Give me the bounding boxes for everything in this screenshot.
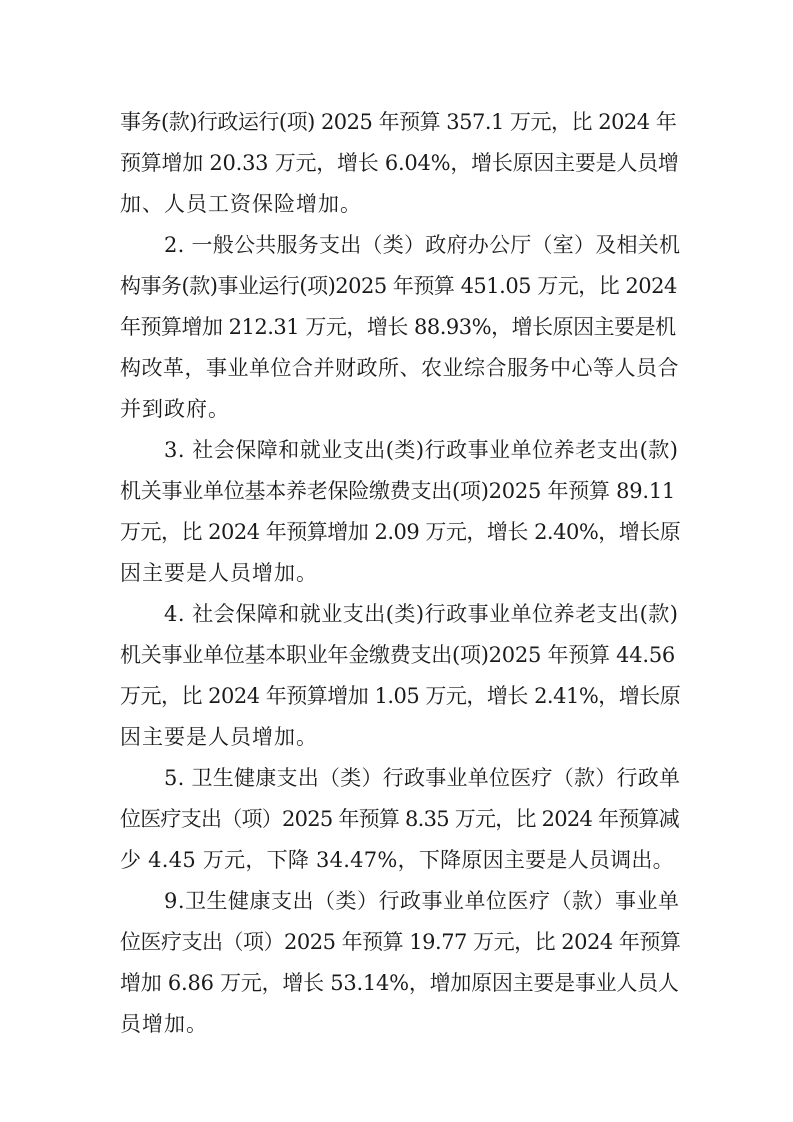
paragraph-1-line-2: 预算增加 20.33 万元，增长 6.04%，增长原因主要是人员增 [120, 151, 679, 175]
paragraph-4-line-3: 万元，比 2024 年预算增加 1.05 万元，增长 2.41%，增长原 [120, 684, 681, 708]
paragraph-1-line-3: 加、人员工资保险增加。 [120, 192, 362, 216]
paragraph-5-line-3: 少 4.45 万元，下降 34.47%，下降原因主要是人员调出。 [120, 848, 674, 872]
paragraph-3-line-4: 因主要是人员增加。 [120, 561, 318, 585]
paragraph-2-line-1: 2. 一般公共服务支出（类）政府办公厅（室）及相关机 [164, 233, 681, 257]
paragraph-2-line-3: 年预算增加 212.31 万元，增长 88.93%，增长原因主要是机 [120, 315, 676, 339]
paragraph-3-line-2: 机关事业单位基本养老保险缴费支出(项)2025 年预算 89.11 [120, 479, 676, 503]
paragraph-5-line-2: 位医疗支出（项）2025 年预算 8.35 万元，比 2024 年预算减 [120, 807, 680, 831]
paragraph-6-line-3: 增加 6.86 万元，增长 53.14%，增加原因主要是事业人员人 [120, 971, 679, 995]
paragraph-4-line-1: 4. 社会保障和就业支出(类)行政事业单位养老支出(款) [164, 602, 679, 626]
paragraph-6-line-2: 位医疗支出（项）2025 年预算 19.77 万元，比 2024 年预算 [120, 930, 681, 954]
paragraph-2-line-5: 并到政府。 [120, 397, 230, 421]
paragraph-4-line-2: 机关事业单位基本职业年金缴费支出(项)2025 年预算 44.56 [120, 643, 676, 667]
paragraph-2-line-2: 构事务(款)事业运行(项)2025 年预算 451.05 万元，比 2024 [120, 274, 677, 298]
paragraph-3-line-3: 万元，比 2024 年预算增加 2.09 万元，增长 2.40%，增长原 [120, 520, 681, 544]
paragraph-6-line-1: 9.卫生健康支出（类）行政事业单位医疗（款）事业单 [164, 889, 680, 913]
paragraph-1-line-1: 事务(款)行政运行(项) 2025 年预算 357.1 万元，比 2024 年 [120, 110, 677, 134]
paragraph-2-line-4: 构改革，事业单位合并财政所、农业综合服务中心等人员合 [120, 356, 679, 380]
paragraph-5-line-1: 5. 卫生健康支出（类）行政事业单位医疗（款）行政单 [164, 766, 681, 790]
paragraph-3-line-1: 3. 社会保障和就业支出(类)行政事业单位养老支出(款) [164, 438, 679, 462]
paragraph-6-line-4: 员增加。 [120, 1012, 208, 1036]
paragraph-4-line-4: 因主要是人员增加。 [120, 725, 318, 749]
